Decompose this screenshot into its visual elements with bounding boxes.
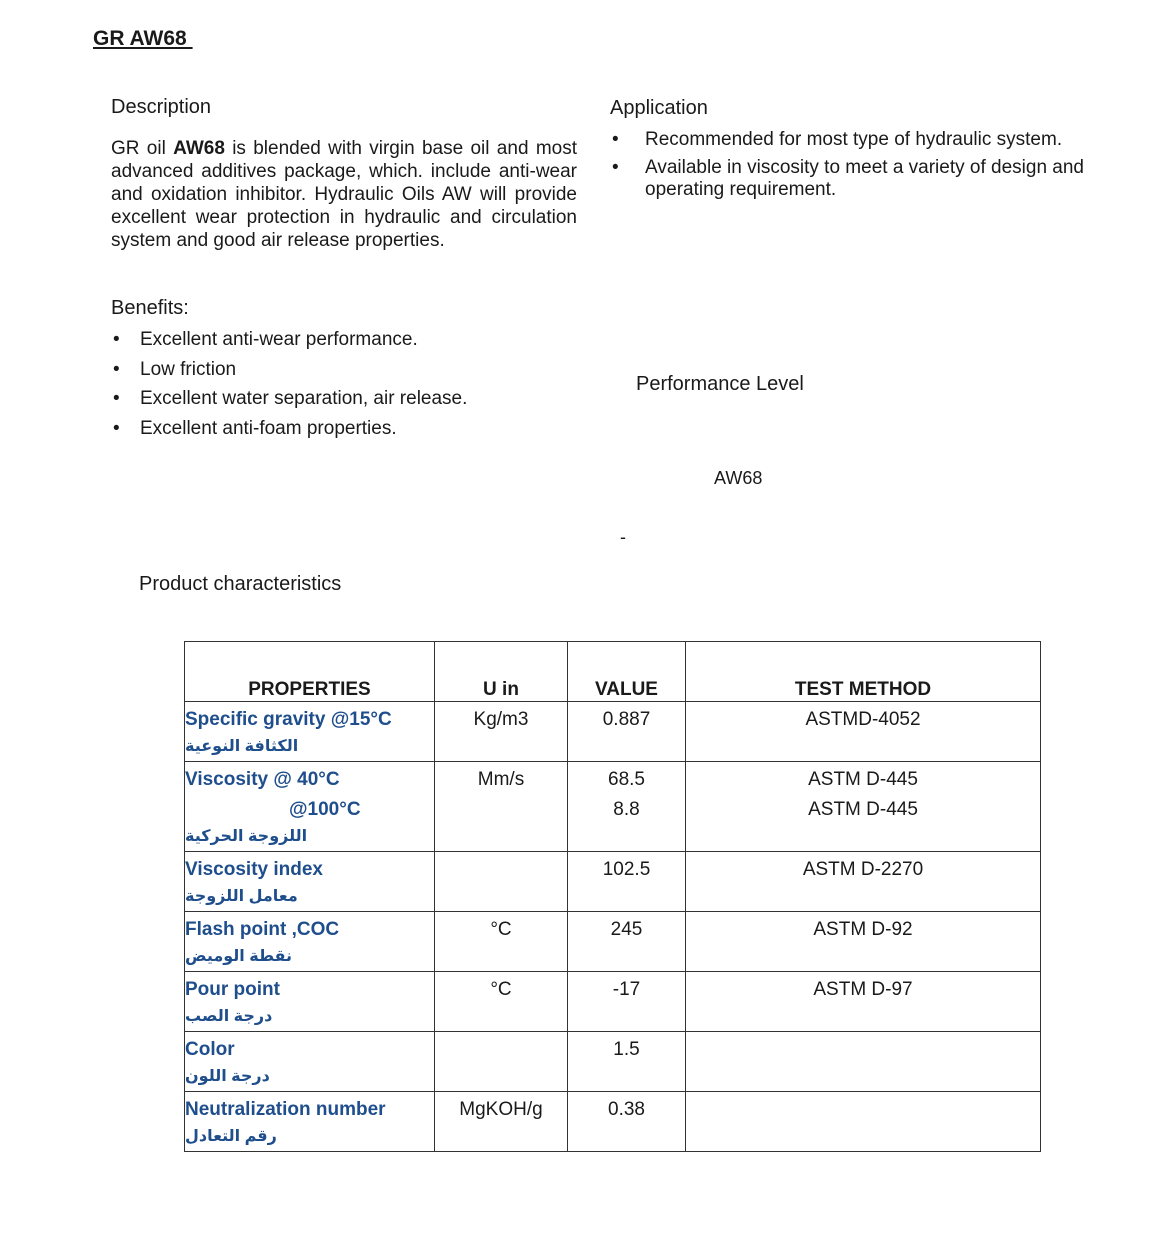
description-body: is blended with virgin base oil and most advanced additives package, which. include anti-wear and oxidation inhibitor. Hydraulic Oils AW will provide excellent wear protection in hydraulic and circulation system and good air release properties. [111, 138, 577, 251]
method-cell: ASTM D-97 [686, 972, 1041, 1032]
application-heading: Application [610, 97, 708, 119]
method-cell [686, 1092, 1041, 1152]
table-row [185, 852, 1041, 912]
unit-cell: Kg/m3 [435, 702, 568, 762]
property-cell: Neutralization number رقم التعادل [185, 1092, 435, 1152]
benefits-heading: Benefits: [111, 297, 189, 319]
bullet-icon: • [113, 329, 120, 350]
list-item: • Excellent anti-foam properties. [111, 414, 571, 444]
unit-cell: °C [435, 912, 568, 972]
list-item: • Excellent anti-wear performance. [111, 325, 571, 355]
value-cell: 0.38 [568, 1092, 686, 1152]
list-item: • Available in viscosity to meet a variety of design and operating requirement. [612, 157, 1084, 200]
property-cell: Pour point درجة الصب [185, 972, 435, 1032]
bullet-icon: • [113, 358, 120, 380]
table-row [185, 1092, 1041, 1152]
method-cell [686, 1032, 1041, 1092]
document-title: GR AW68 [93, 27, 193, 50]
list-item: • Excellent water separation, air release. [111, 384, 571, 414]
unit-cell [435, 1032, 568, 1092]
performance-heading: Performance Level [636, 373, 804, 395]
performance-dash: - [620, 527, 626, 547]
value-cell: 245 [568, 912, 686, 972]
table-header-row [185, 642, 1041, 702]
method-cell: ASTM D-92 [686, 912, 1041, 972]
list-item: • Low friction [111, 355, 571, 385]
table-row [185, 972, 1041, 1032]
unit-cell: °C [435, 972, 568, 1032]
product-characteristics-heading: Product characteristics [139, 573, 342, 595]
list-item: • Recommended for most type of hydraulic system. [612, 129, 1063, 150]
performance-value: AW68 [714, 468, 763, 488]
column-header-value: VALUE [568, 642, 686, 702]
table-row [185, 762, 1041, 852]
benefits-list [111, 325, 571, 443]
method-cell: ASTM D-2270 [686, 852, 1041, 912]
column-header-properties: PROPERTIES [185, 642, 435, 702]
unit-cell [435, 852, 568, 912]
property-cell: Flash point ,COC نقطة الوميض [185, 912, 435, 972]
bullet-icon: • [113, 417, 120, 439]
description-heading: Description [111, 96, 212, 118]
property-cell: Specific gravity @15°C الكثافة النوعية [185, 702, 435, 762]
description-text [111, 137, 577, 252]
unit-cell: MgKOH/g [435, 1092, 568, 1152]
value-cell: 0.887 [568, 702, 686, 762]
table-row [185, 1032, 1041, 1092]
properties-table [184, 641, 1041, 1152]
value-cell: -17 [568, 972, 686, 1032]
table-row [185, 702, 1041, 762]
bullet-icon: • [612, 157, 619, 178]
property-cell: Viscosity index معامل اللزوجة [185, 852, 435, 912]
application-list [610, 129, 1110, 207]
value-cell: 68.5 8.8 [568, 762, 686, 852]
unit-cell: Mm/s [435, 762, 568, 852]
bullet-icon: • [612, 129, 619, 150]
value-cell: 1.5 [568, 1032, 686, 1092]
property-cell: Color درجة اللون [185, 1032, 435, 1092]
column-header-test-method: TEST METHOD [686, 642, 1041, 702]
method-cell: ASTM D-445 ASTM D-445 [686, 762, 1041, 852]
value-cell: 102.5 [568, 852, 686, 912]
property-cell: Viscosity @ 40°C @100°C اللزوجة الحركية [185, 762, 435, 852]
description-prefix: GR oil [111, 138, 174, 159]
table-row [185, 912, 1041, 972]
method-cell: ASTMD-4052 [686, 702, 1041, 762]
column-header-unit: U in [435, 642, 568, 702]
bullet-icon: • [113, 388, 120, 409]
description-product: AW68 [173, 138, 225, 159]
